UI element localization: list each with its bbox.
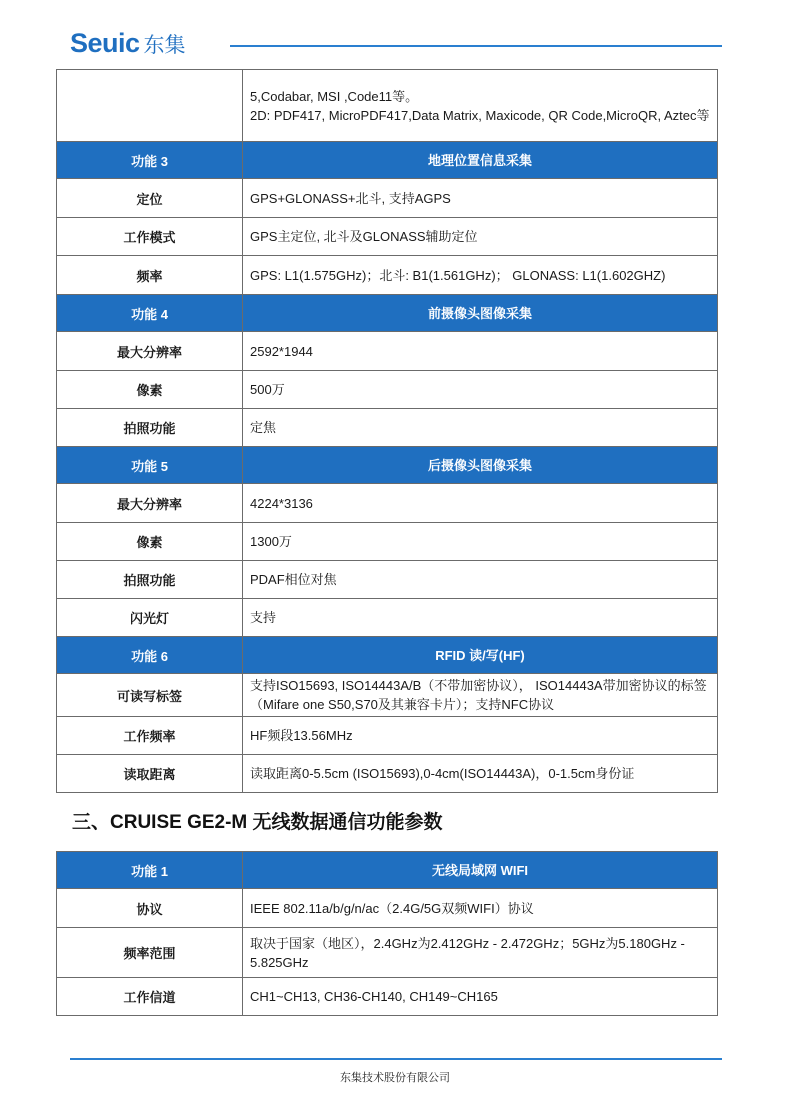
footer-divider <box>70 1058 722 1060</box>
parameter-name: 可读写标签 <box>57 674 243 717</box>
table-row <box>57 523 718 561</box>
parameter-value: 取决于国家（地区），2.4GHz为2.412GHz - 2.472GHz；5GHz为5.180GHz - 5.825GHz <box>243 928 718 978</box>
table-row <box>57 218 718 256</box>
parameter-name: 定位 <box>57 179 243 218</box>
section-title-cell: RFID 读/写(HF) <box>243 637 718 674</box>
section-title-cell: 地理位置信息采集 <box>243 142 718 179</box>
table-row <box>57 179 718 218</box>
parameter-value: 1300万 <box>243 523 718 561</box>
table-row <box>57 484 718 523</box>
section-title-cell: 后摄像头图像采集 <box>243 447 718 484</box>
section-header-row <box>57 852 718 889</box>
table-row <box>57 409 718 447</box>
parameter-name: 最大分辨率 <box>57 484 243 523</box>
parameter-name: 工作信道 <box>57 978 243 1016</box>
parameter-value: GPS主定位, 北斗及GLONASS辅助定位 <box>243 218 718 256</box>
parameter-value: 2592*1944 <box>243 332 718 371</box>
parameter-name: 读取距离 <box>57 755 243 793</box>
parameter-value: PDAF相位对焦 <box>243 561 718 599</box>
section-function-label: 功能 4 <box>57 295 243 332</box>
parameter-name: 协议 <box>57 889 243 928</box>
parameter-value: 支持ISO15693, ISO14443A/B（不带加密协议）， ISO14443A带加密协议的标签（Mifare one S50,S70及其兼容卡片）；支持NFC协议 <box>243 674 718 717</box>
table-row <box>57 561 718 599</box>
section-header-row <box>57 142 718 179</box>
parameter-value: CH1~CH13, CH36-CH140, CH149~CH165 <box>243 978 718 1016</box>
parameter-name: 像素 <box>57 523 243 561</box>
parameter-name: 频率 <box>57 256 243 295</box>
table-row <box>57 928 718 978</box>
section-header-row <box>57 637 718 674</box>
logo-cn-text: 东集 <box>143 33 186 57</box>
section-title-cell: 前摄像头图像采集 <box>243 295 718 332</box>
company-logo <box>70 28 186 59</box>
spec-table-wireless <box>56 851 718 1016</box>
section-heading: 三、CRUISE GE2-M 无线数据通信功能参数 <box>72 812 443 833</box>
header-divider <box>230 45 722 47</box>
table-row <box>57 70 718 142</box>
parameter-value: HF频段13.56MHz <box>243 717 718 755</box>
parameter-name: 拍照功能 <box>57 409 243 447</box>
parameter-value: 读取距离0-5.5cm (ISO15693),0-4cm(ISO14443A)，0-1.5cm身份证 <box>243 755 718 793</box>
parameter-value: 定焦 <box>243 409 718 447</box>
page-header <box>70 28 722 62</box>
section-header-row <box>57 447 718 484</box>
parameter-name: 频率范围 <box>57 928 243 978</box>
table-row <box>57 332 718 371</box>
spec-table-sensors <box>56 69 718 793</box>
parameter-name: 工作频率 <box>57 717 243 755</box>
parameter-name: 工作模式 <box>57 218 243 256</box>
table-row <box>57 256 718 295</box>
parameter-name <box>57 70 243 142</box>
parameter-name: 像素 <box>57 371 243 409</box>
table-row <box>57 717 718 755</box>
table-row <box>57 978 718 1016</box>
table-row <box>57 599 718 637</box>
table-row <box>57 674 718 717</box>
section-function-label: 功能 6 <box>57 637 243 674</box>
parameter-value: 5,Codabar, MSI ,Code11等。 2D: PDF417, MicroPDF417,Data Matrix, Maxicode, QR Code,MicroQR, Aztec等 <box>243 70 718 142</box>
section-function-label: 功能 3 <box>57 142 243 179</box>
footer-company-name: 东集技术股份有限公司 <box>340 1072 450 1084</box>
parameter-value: 500万 <box>243 371 718 409</box>
table-row <box>57 755 718 793</box>
parameter-name: 拍照功能 <box>57 561 243 599</box>
parameter-name: 闪光灯 <box>57 599 243 637</box>
parameter-value: 4224*3136 <box>243 484 718 523</box>
section-function-label: 功能 1 <box>57 852 243 889</box>
parameter-value: 支持 <box>243 599 718 637</box>
section-title-cell: 无线局域网 WIFI <box>243 852 718 889</box>
table-row <box>57 371 718 409</box>
parameter-value: GPS+GLONASS+北斗, 支持AGPS <box>243 179 718 218</box>
parameter-value: IEEE 802.11a/b/g/n/ac（2.4G/5G双频WIFI）协议 <box>243 889 718 928</box>
table-row <box>57 889 718 928</box>
parameter-name: 最大分辨率 <box>57 332 243 371</box>
parameter-value: GPS: L1(1.575GHz)；北斗: B1(1.561GHz)； GLONASS: L1(1.602GHZ) <box>243 256 718 295</box>
section-header-row <box>57 295 718 332</box>
section-function-label: 功能 5 <box>57 447 243 484</box>
logo-latin-text: Seuic <box>70 28 140 58</box>
